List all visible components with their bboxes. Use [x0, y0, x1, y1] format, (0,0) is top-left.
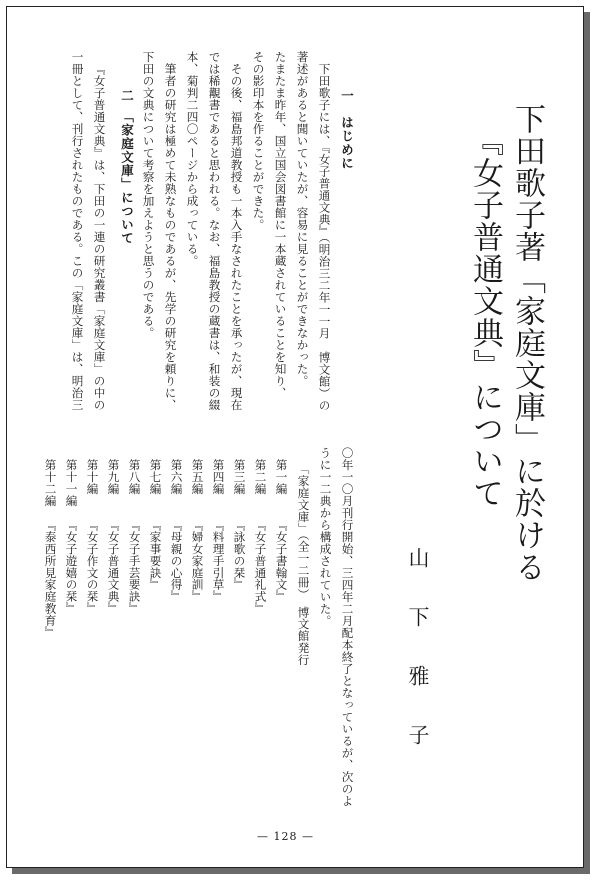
s1-line-4: その影印本を作ることができた。	[251, 51, 266, 231]
s1-line-5: その後、福島邦道教授も一本入手なされたことを承ったが、現在	[229, 63, 244, 411]
series-item-2-num: 第二編	[253, 459, 268, 495]
series-item-5-title: 『婦女家庭訓』	[190, 519, 205, 603]
series-item-9-num: 第九編	[106, 459, 121, 495]
paper-page	[6, 6, 584, 868]
s1-line-1: 下田歌子には、『女子普通文典』（明治三二年一一月 博文館）の	[317, 63, 332, 412]
series-item-5-num: 第五編	[190, 459, 205, 495]
series-item-10-num: 第十編	[85, 459, 100, 495]
s1-line-7: 本、菊判二四〇ページから成っている。	[185, 51, 200, 267]
series-item-12-title: 『泰西所見家庭教育』	[43, 519, 58, 638]
series-item-6-num: 第六編	[169, 459, 184, 495]
section-1-heading: 一 はじめに	[339, 89, 355, 170]
s1-line-2: 著述があると聞いていたが、容易に見ることができなかった。	[295, 51, 310, 387]
title-line-2: 『女子普通文典』について	[467, 125, 503, 509]
series-item-8-title: 『女子手芸要訣』	[127, 519, 142, 615]
s2-line-2: 一冊として、刊行されたものである。この「家庭文庫」は、明治三	[70, 51, 85, 411]
series-item-12-num: 第十二編	[43, 459, 58, 507]
s1-line-8: 筆者の研究は極めて未熟なものであるが、先学の研究を頼りに、	[163, 63, 178, 411]
s1-line-3: たまたま昨年、国立国会図書館に一本蔵されていることを知り、	[273, 51, 288, 399]
series-item-10-title: 『女子作文の栞』	[85, 519, 100, 615]
series-item-8-num: 第八編	[127, 459, 142, 495]
series-item-11-title: 『女子遊嬉の栞』	[64, 519, 79, 615]
series-item-3-num: 第三編	[232, 459, 247, 495]
series-item-4-title: 『料理手引草』	[211, 519, 226, 603]
title-line-1: 下田歌子著「家庭文庫」に於ける	[509, 103, 545, 583]
series-item-7-title: 『家事要訣』	[148, 519, 163, 591]
series-item-4-num: 第四編	[211, 459, 226, 495]
series-item-3-title: 『詠歌の栞』	[232, 519, 247, 591]
series-item-6-title: 『母親の心得』	[169, 519, 184, 603]
s1-line-9: 下田の文典について考察を加えようと思うのである。	[141, 51, 156, 339]
s1-line-6: では稀覯書であると思われる。なお、福島教授の蔵書は、和装の綴	[207, 51, 222, 411]
page-number: — 128 —	[257, 830, 314, 843]
author-name: 山下雅子	[406, 547, 430, 783]
section-2-heading: 二 「家庭文庫」について	[119, 89, 135, 245]
series-item-2-title: 『女子普通礼式』	[253, 519, 268, 615]
series-item-7-num: 第七編	[148, 459, 163, 495]
cont-line-1: 〇年一〇月刊行開始、三四年二月配本終了となっているが、次のよ	[340, 447, 355, 807]
series-item-1-title: 『女子書翰文』	[274, 519, 289, 603]
series-item-1-num: 第一編	[274, 459, 289, 495]
s2-line-1: 『女子普通文典』は、下田の一連の研究叢書「家庭文庫」の中の	[92, 63, 107, 411]
cont-line-2: うに一二典から構成されていた。	[318, 447, 333, 627]
series-header: 「家庭文庫」（全一二冊） 博文館発行	[296, 463, 311, 666]
series-item-9-title: 『女子普通文典』	[106, 519, 121, 615]
series-item-11-num: 第十一編	[64, 459, 79, 507]
